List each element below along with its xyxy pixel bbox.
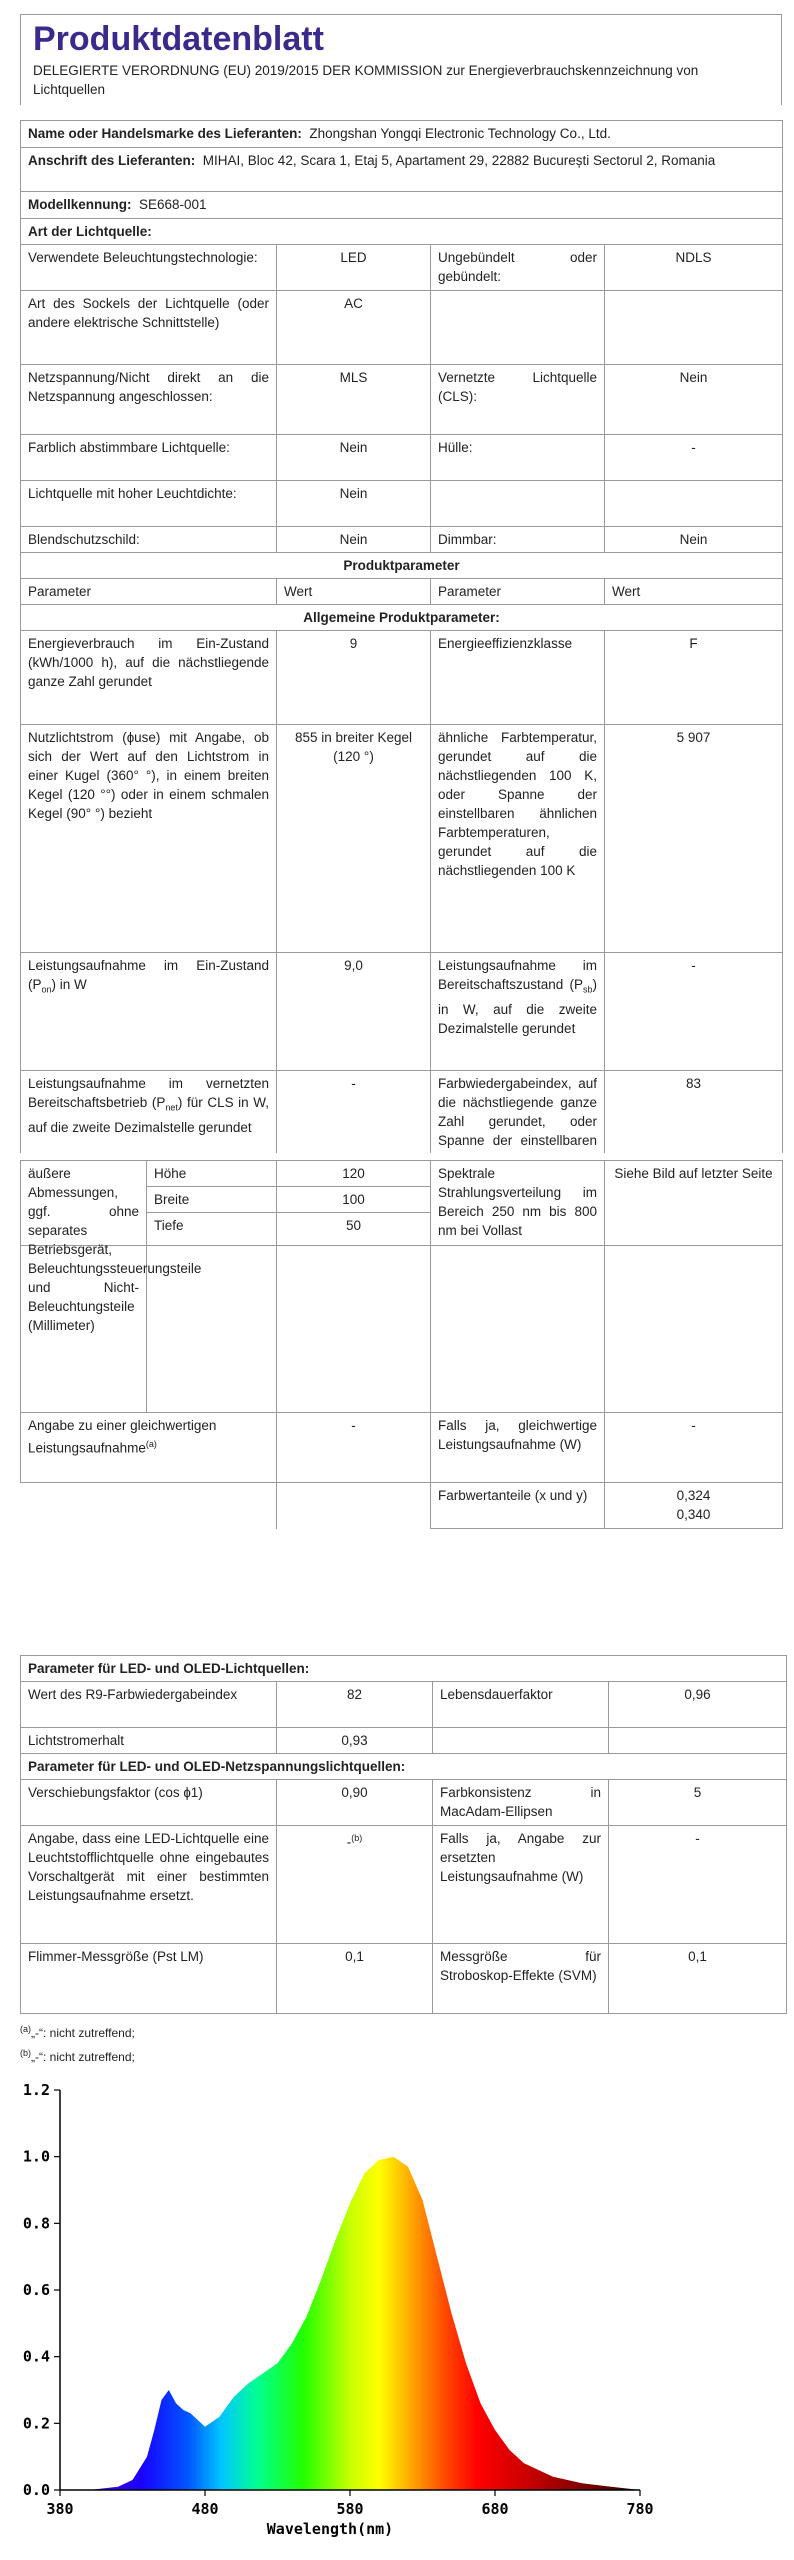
envelope-value: -	[605, 435, 783, 481]
chart-plot	[23, 2081, 654, 2538]
empty-cell	[21, 1483, 277, 1529]
supplier-name-row	[21, 121, 783, 148]
bundled-value: NDLS	[605, 245, 783, 291]
led-params-heading: Parameter für LED- und OLED-Lichtquellen:	[21, 1656, 787, 1682]
consistency-label: Farbkonsistenz in MacAdam-Ellipsen	[433, 1780, 609, 1826]
supplier-address-label: Anschrift des Lieferanten:	[28, 153, 196, 168]
y-tick-label: 1.2	[22, 2081, 50, 2099]
datasheet-table-upper	[20, 120, 783, 1246]
cct-label: ähnliche Farbtemperatur, gerundet auf die nächstliegenden 100 K, oder Spanne der einstellbaren ähnlichen Farbtemperaturen, gerundet auf die nächstliegenden 100 K	[431, 725, 605, 953]
col-header-param: Parameter	[431, 579, 605, 605]
footnote-b: $^{(b)}$„-“: nicht zutreffend;	[20, 2048, 135, 2064]
replace-value: -$^{(b)}$	[277, 1826, 433, 1944]
dimmable-label: Dimmbar:	[431, 527, 605, 553]
y-tick-label: 0.8	[22, 2214, 50, 2233]
width-label: Breite	[147, 1187, 277, 1213]
general-params-heading: Allgemeine Produktparameter:	[21, 605, 783, 631]
spectral-distribution-chart	[0, 2075, 794, 2560]
replace-power-label: Falls ja, Angabe zur ersetzten Leistungsaufnahme (W)	[433, 1826, 609, 1944]
energy-label: Energieverbrauch im Ein-Zustand (kWh/1000 h), auf die nächstliegende ganze Zahl gerundet	[21, 631, 277, 725]
x-tick-label: 580	[336, 2500, 364, 2518]
supplier-name-value: Zhongshan Yongqi Electronic Technology Co., Ltd.	[309, 126, 611, 141]
equiv-power-value: -	[605, 1413, 783, 1483]
footnote-a: $^{(a)}$„-“: nicht zutreffend;	[20, 2024, 135, 2040]
svm-value: 0,1	[609, 1944, 787, 2014]
datasheet-table-led	[20, 1655, 787, 2014]
x-tick-label: 780	[626, 2500, 654, 2518]
flicker-label: Flimmer-Messgröße (Pst LM)	[21, 1944, 277, 2014]
mains-label: Netzspannung/Nicht direkt an die Netzspannung angeschlossen:	[21, 365, 277, 435]
svm-label: Messgröße für Stroboskop-Effekte (SVM)	[433, 1944, 609, 2014]
tunable-value: Nein	[277, 435, 431, 481]
high-luminance-label: Lichtquelle mit hoher Leuchtdichte:	[21, 481, 277, 527]
empty-cell	[609, 1728, 787, 1754]
consistency-value: 5	[609, 1780, 787, 1826]
survival-label: Lebensdauerfaktor	[433, 1682, 609, 1728]
x-tick-label: 380	[46, 2500, 74, 2518]
socket-value: AC	[277, 291, 431, 365]
envelope-label: Hülle:	[431, 435, 605, 481]
empty-cell	[277, 1483, 431, 1529]
x-tick-label: 480	[191, 2500, 219, 2518]
cct-value: 5 907	[605, 725, 783, 953]
r9-value: 82	[277, 1682, 433, 1728]
socket-label: Art des Sockels der Lichtquelle (oder andere elektrische Schnittstelle)	[21, 291, 277, 365]
x-tick-label: 680	[481, 2500, 509, 2518]
r9-label: Wert des R9-Farbwiedergabeindex	[21, 1682, 277, 1728]
maintenance-value: 0,93	[277, 1728, 433, 1754]
y-tick-label: 0.2	[22, 2414, 50, 2433]
tunable-label: Farblich abstimmbare Lichtquelle:	[21, 435, 277, 481]
replace-label: Angabe, dass eine LED-Lichtquelle eine Leuchtstofflichtquelle ohne eingebautes Vorschaltgerät mit einer bestimmten Leistungsaufnahme ersetzt.	[21, 1826, 277, 1944]
height-value: 120	[277, 1161, 431, 1187]
spd-value: Siehe Bild auf letzter Seite	[605, 1161, 783, 1413]
psb-value: -	[605, 953, 783, 1071]
empty-cell	[431, 291, 605, 365]
pnet-value: -	[277, 1071, 431, 1246]
model-row	[21, 192, 783, 219]
psb-label: Leistungsaufnahme im Bereitschaftszustand $(P_{sb})$ in W, auf die zweite Dezimalstelle gerundet	[431, 953, 605, 1071]
light-type-heading: Art der Lichtquelle:	[21, 219, 783, 245]
chroma-x: 0,324	[676, 1488, 711, 1503]
eeclass-value: F	[605, 631, 783, 725]
y-tick-label: 0.6	[22, 2281, 50, 2299]
dpf-label: Verschiebungsfaktor (cos ɸ1)	[21, 1780, 277, 1826]
pon-label: Leistungsaufnahme im Ein-Zustand $(P_{on})$ in W	[21, 953, 277, 1071]
flicker-value: 0,1	[277, 1944, 433, 2014]
chroma-y: 0,340	[676, 1507, 711, 1522]
depth-value: 50	[277, 1213, 431, 1413]
page-title: Produktdatenblatt	[33, 20, 324, 58]
dpf-value: 0,90	[277, 1780, 433, 1826]
mains-value: MLS	[277, 365, 431, 435]
pnet-label: Leistungsaufnahme im vernetzten Bereitschaftsbetrieb $(P_{net})$ für CLS in W, auf die zweite Dezimalstelle gerundet	[21, 1071, 277, 1246]
energy-value: 9	[277, 631, 431, 725]
empty-cell	[605, 481, 783, 527]
product-params-heading: Produktparameter	[21, 553, 783, 579]
supplier-address-value: MIHAI, Bloc 42, Scara 1, Etaj 5, Apartament 29, 22882 București Sectorul 2, Romania	[202, 153, 716, 168]
dimmable-value: Nein	[605, 527, 783, 553]
pon-value: 9,0	[277, 953, 431, 1071]
flux-label: Nutzlichtstrom (ɸuse) mit Angabe, ob sich der Wert auf den Lichtstrom in einer Kugel (360° °), in einem breiten Kegel (120 °°) oder in einem schmalen Kegel (90° °) bezieht	[21, 725, 277, 953]
replace-power-value: -	[609, 1826, 787, 1944]
title-box	[20, 14, 782, 105]
dimensions-label: äußere Abmessungen, ggf. ohne separates Betriebsgerät, Beleuchtungssteuerungsteile und Nicht-Beleuchtungsteile (Millimeter)	[21, 1161, 147, 1413]
chroma-values	[605, 1483, 783, 1529]
x-axis-label: Wavelength(nm)	[266, 2520, 394, 2538]
width-value: 100	[277, 1187, 431, 1213]
col-header-value: Wert	[605, 579, 783, 605]
regulation-text: DELEGIERTE VERORDNUNG (EU) 2019/2015 DER KOMMISSION zur Energieverbrauchskennzeichnung von Lichtquellen	[33, 63, 699, 97]
bundled-label: Ungebündelt oder gebündelt:	[431, 245, 605, 291]
chroma-label: Farbwertanteile (x und y)	[431, 1483, 605, 1529]
model-label: Modellkennung:	[28, 197, 132, 212]
glare-value: Nein	[277, 527, 431, 553]
y-tick-label: 0.4	[22, 2347, 50, 2366]
equiv-power-label: Falls ja, gleichwertige Leistungsaufnahme (W)	[431, 1413, 605, 1483]
led-mains-heading: Parameter für LED- und OLED-Netzspannungslichtquellen:	[21, 1754, 787, 1780]
spectrum-area	[60, 2157, 640, 2490]
cls-value: Nein	[605, 365, 783, 435]
y-tick-label: 1.0	[22, 2147, 50, 2166]
cri-label: Farbwiedergabeindex, auf die nächstliegende ganze Zahl gerundet, oder Spanne der einstellbaren	[431, 1071, 605, 1246]
col-header-param: Parameter	[21, 579, 277, 605]
supplier-name-label: Name oder Handelsmarke des Lieferanten:	[28, 126, 302, 141]
eeclass-label: Energieeffizienzklasse	[431, 631, 605, 725]
high-luminance-value: Nein	[277, 481, 431, 527]
y-tick-label: 0.0	[22, 2481, 50, 2499]
empty-cell	[605, 291, 783, 365]
maintenance-label: Lichtstromerhalt	[21, 1728, 277, 1754]
empty-cell	[431, 481, 605, 527]
model-value: SE668-001	[139, 197, 207, 212]
depth-label: Tiefe	[147, 1213, 277, 1413]
empty-cell	[433, 1728, 609, 1754]
supplier-address-row	[21, 148, 783, 192]
datasheet-table-dimensions	[20, 1160, 783, 1529]
spd-label: Spektrale Strahlungsverteilung im Bereich 250 nm bis 800 nm bei Vollast	[431, 1161, 605, 1413]
equiv-value: -	[277, 1413, 431, 1483]
glare-label: Blendschutzschild:	[21, 527, 277, 553]
equiv-label: Angabe zu einer gleichwertigen Leistungsaufnahme$^{(a)}$	[21, 1413, 277, 1483]
cri-value: 83	[605, 1071, 783, 1246]
technology-label: Verwendete Beleuchtungstechnologie:	[21, 245, 277, 291]
survival-value: 0,96	[609, 1682, 787, 1728]
height-label: Höhe	[147, 1161, 277, 1187]
flux-value: 855 in breiter Kegel (120 °)	[277, 725, 431, 953]
col-header-value: Wert	[277, 579, 431, 605]
cls-label: Vernetzte Lichtquelle (CLS):	[431, 365, 605, 435]
technology-value: LED	[277, 245, 431, 291]
